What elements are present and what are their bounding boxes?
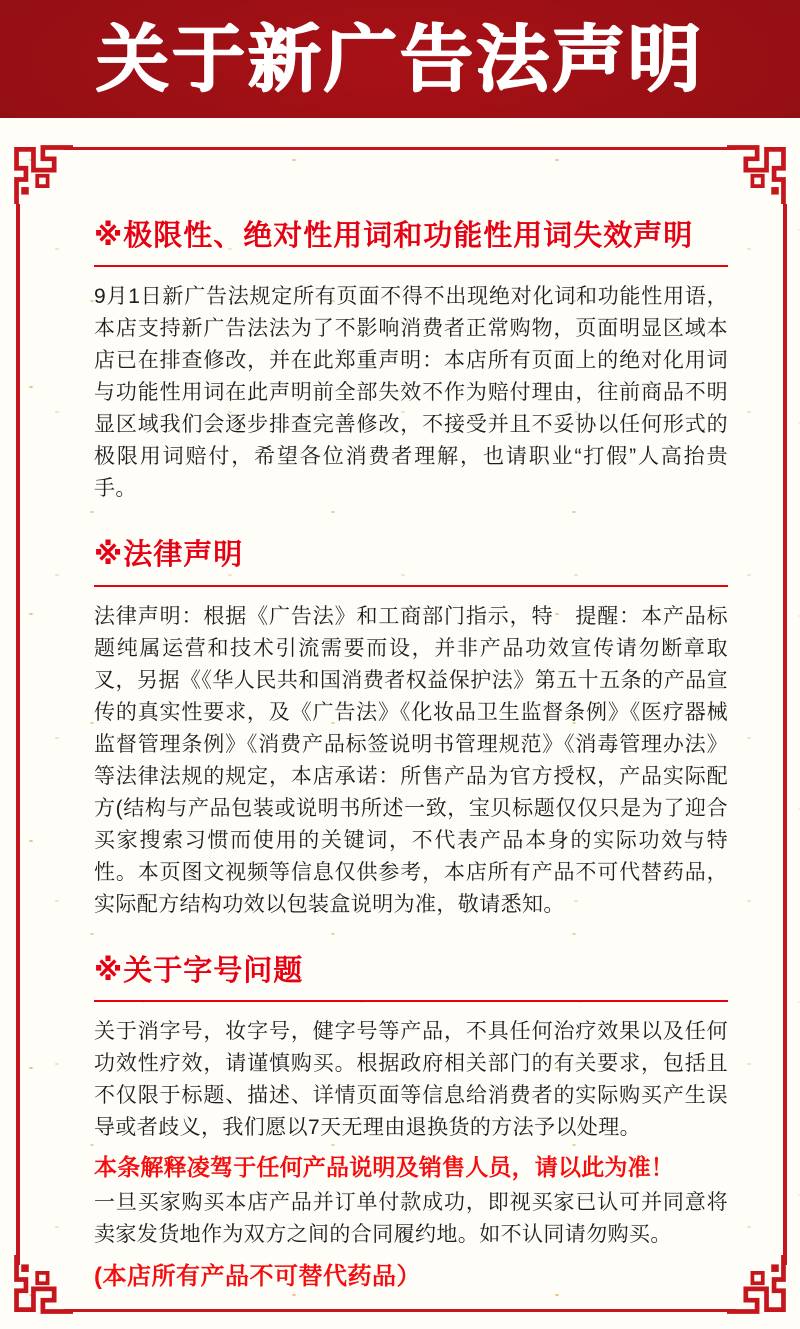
no-drug-substitute-note: (本店所有产品不可替代药品） — [94, 1262, 421, 1290]
page-title: 关于新广告法声明 — [96, 18, 704, 100]
section-invalid-wording — [94, 218, 728, 505]
section-paragraph-invalid-wording: 9月1日新广告法规定所有页面不得不出现绝对化词和功能性用语，本店支持新广告法法为了不影响消费者正常购物，页面明显区域本店已在排查修改，并在此郑重声明：本店所有页面上的绝对化用词与功能性用词在此声明前全部失效不作为赔付理由，往前商品不明显区域我们会逐步排查完善修改，不接受并且不妥协以任何形式的极限用词赔付，希望各位消费者理解，也请职业“打假”人高抬贵手。 — [94, 285, 728, 501]
content-area — [0, 118, 800, 1294]
page-header — [0, 0, 800, 118]
content-paper — [0, 118, 800, 1329]
purchase-agreement-text: 一旦买家购买本店产品并订单付款成功，即视买家已认可并同意将卖家发货地作为双方之间的合同履约地。如不认同请勿购买。 — [94, 1190, 728, 1246]
section-heading-invalid-wording: ※极限性、绝对性用词和功能性用词失效声明 — [94, 218, 728, 267]
priority-notice: 本条解释凌驾于任何产品说明及销售人员，请以此为准！ — [94, 1153, 674, 1180]
section-paragraph-license-numbers: 关于消字号，妆字号，健字号等产品，不具任何治疗效果以及任何功效性疗效，请谨慎购买。根据政府相关部门的有关要求，包括且不仅限于标题、描述、详情页面等信息给消费者的实际购买产生误导或者歧义，我们愿以7天无理由退换货的方法予以处理。 — [94, 1019, 728, 1139]
section-legal-statement — [94, 537, 728, 920]
frame-line-bottom — [64, 1309, 736, 1312]
section-heading-license-numbers: ※关于字号问题 — [94, 953, 728, 1002]
section-paragraph-legal-statement: 法律声明：根据《广告法》和工商部门指示，特 提醒：本产品标题纯属运营和技术引流需要而设，并非产品功效宣传请勿断章取叉，另据《《华人民共和国消费者权益保护法》第五十五条的产品宣传的真实性要求，及《广告法》《化妆品卫生监督条例》《医疗器械监督管理条例》《消费产品标签说明书管理规范》《消毒管理办法》等法律法规的规定，本店承诺：所售产品为官方授权，产品实际配方(结构与产品包装或说明书所述一致，宝贝标题仅仅只是为了迎合买家搜索习惯而使用的关键词，不代表产品本身的实际功效与特性。本页图文视频等信息仅供参考，本店所有产品不可代替药品，实际配方结构功效以包装盒说明为准，敬请悉知。 — [94, 604, 728, 916]
section-heading-legal-statement: ※法律声明 — [94, 537, 728, 586]
section-license-numbers — [94, 953, 728, 1294]
